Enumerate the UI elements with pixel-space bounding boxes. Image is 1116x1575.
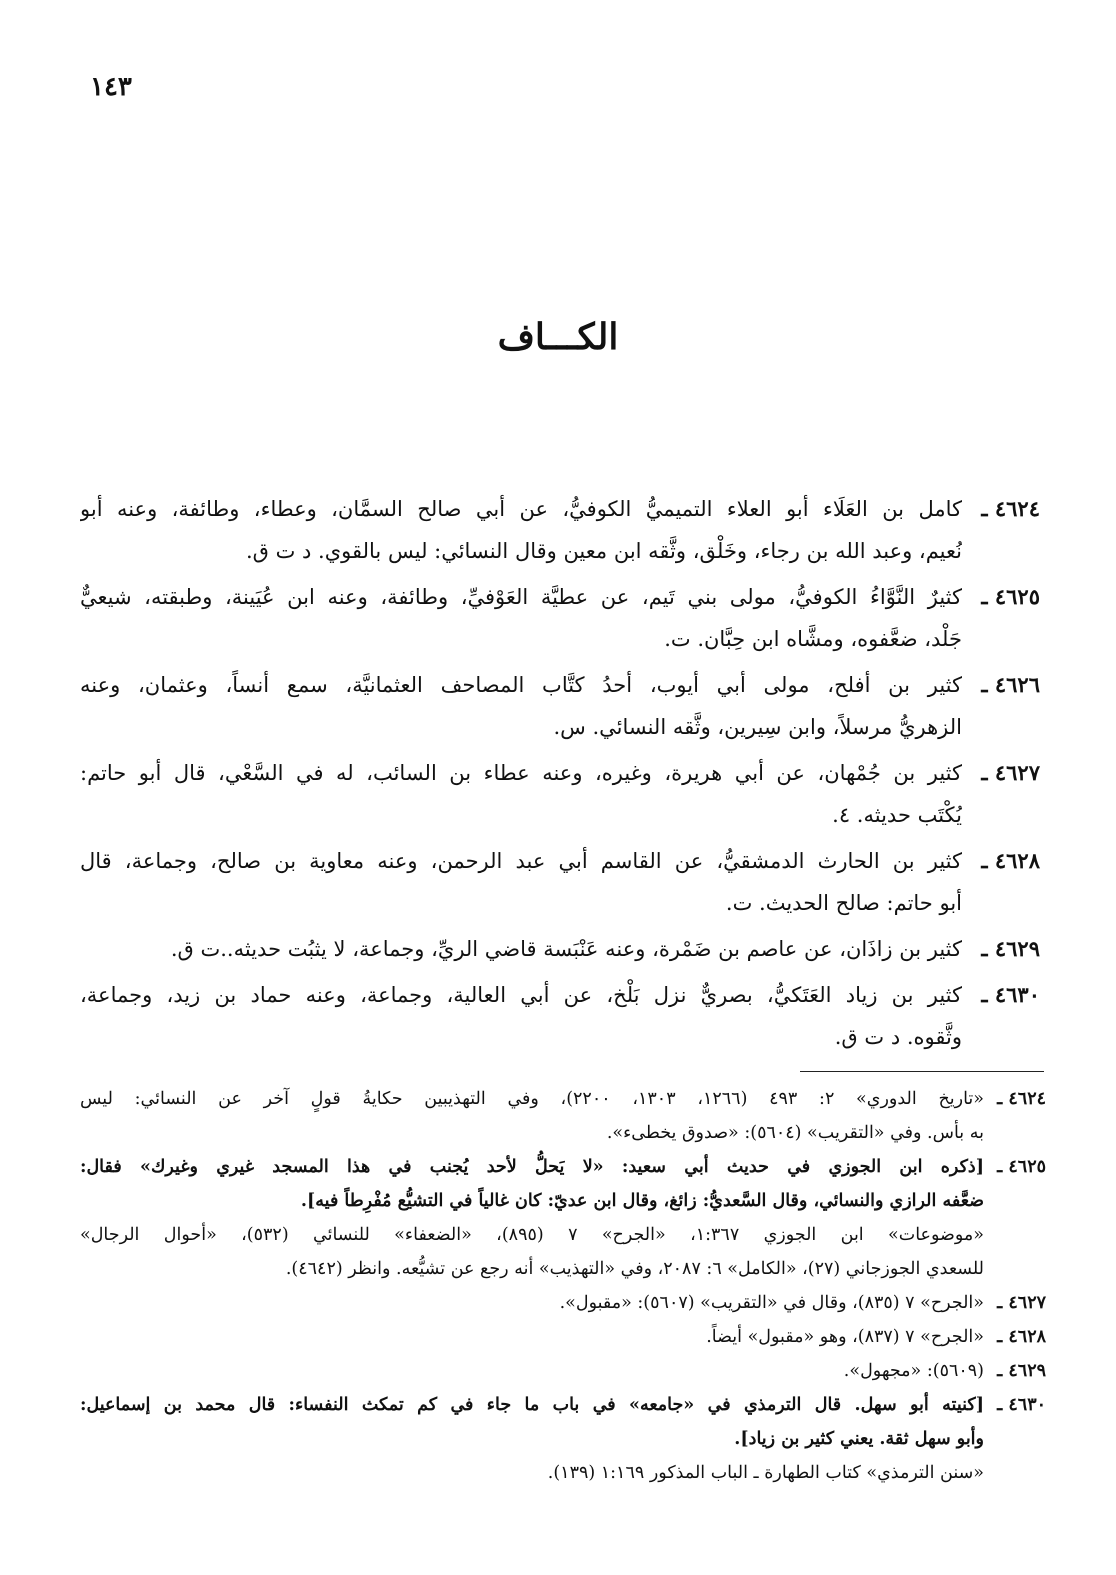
footnote-number: ٤٦٢٤ ـ bbox=[997, 1089, 1046, 1109]
footnotes bbox=[80, 1082, 1046, 1490]
footnote bbox=[80, 1388, 1046, 1490]
footnote-number: ٤٦٢٥ ـ bbox=[997, 1157, 1046, 1177]
entry-number: ٤٦٢٥ ـ bbox=[981, 584, 1040, 609]
entry-text-line: كثير بن الحارث الدمشقيُّ، عن القاسم أبي عبد الرحمن، وعنه معاوية بن صالح، وجماعة، قال bbox=[80, 849, 962, 873]
biography-entry bbox=[80, 840, 1040, 924]
biography-entry bbox=[80, 664, 1040, 748]
entry-number: ٤٦٢٤ ـ bbox=[981, 496, 1040, 521]
biography-entry bbox=[80, 928, 1040, 970]
footnote bbox=[80, 1286, 1046, 1320]
entry-text-line: جَلْد، ضعَّفوه، ومشَّاه ابن حِبَّان. ت. bbox=[664, 627, 962, 651]
entry-number: ٤٦٢٩ ـ bbox=[981, 936, 1040, 961]
footnote bbox=[80, 1150, 1046, 1286]
footnote-text-line: [كنيته أبو سهل. قال الترمذي في «جامعه» في باب ما جاء في كم تمكث النفساء: قال محمد بن إسماعيل: bbox=[80, 1395, 984, 1415]
footnote bbox=[80, 1082, 1046, 1150]
footnote-text-line: «الجرح» ٧ (٨٣٧)، وهو «مقبول» أيضاً. bbox=[706, 1327, 984, 1347]
entry-text-line: أبو حاتم: صالح الحديث. ت. bbox=[725, 891, 962, 915]
footnote-text-line: (٥٦٠٩): «مجهول». bbox=[843, 1361, 984, 1381]
biography-entry bbox=[80, 576, 1040, 660]
footnote-text-line: به بأس. وفي «التقريب» (٥٦٠٤): «صدوق يخطىء». bbox=[606, 1123, 984, 1143]
biography-entries bbox=[80, 488, 1040, 1062]
entry-text-line: كثير بن زاذَان، عن عاصم بن ضَمْرة، وعنه عَنْبَسة قاضي الريِّ، وجماعة، لا يثبُت حديثه..ت ق. bbox=[170, 937, 962, 961]
page-number: ١٤٣ bbox=[90, 72, 132, 102]
footnote-text-line: «الجرح» ٧ (٨٣٥)، وقال في «التقريب» (٥٦٠٧): «مقبول». bbox=[559, 1293, 984, 1313]
entry-text-line: وثَّقوه. د ت ق. bbox=[834, 1025, 962, 1049]
entry-number: ٤٦٢٨ ـ bbox=[981, 848, 1040, 873]
footnote bbox=[80, 1320, 1046, 1354]
entry-text-line: كثير بن جُمْهان، عن أبي هريرة، وغيره، وعنه عطاء بن السائب، له في السَّعْي، قال أبو حاتم: bbox=[80, 761, 962, 785]
entry-text-line: كثير بن زياد العَتَكيُّ، بصريٌّ نزل بَلْخ، عن أبي العالية، وجماعة، وعنه حماد بن زيد، وجماعة، bbox=[80, 983, 962, 1007]
footnote-text-line: وأبو سهل ثقة. يعني كثير بن زياد]. bbox=[734, 1429, 984, 1449]
footnote-number: ٤٦٢٨ ـ bbox=[997, 1327, 1046, 1347]
footnote-number: ٤٦٢٩ ـ bbox=[997, 1361, 1046, 1381]
footnote-text-line: [ذكره ابن الجوزي في حديث أبي سعيد: «لا يَحلُّ لأحد يُجنب في هذا المسجد غيري وغيرك» فقال: bbox=[80, 1157, 984, 1177]
entry-number: ٤٦٢٧ ـ bbox=[981, 760, 1040, 785]
footnote-number: ٤٦٣٠ ـ bbox=[997, 1395, 1046, 1415]
chapter-title: الكـــاف bbox=[497, 316, 619, 358]
footnote-separator bbox=[800, 1071, 1044, 1072]
entry-text-line: كثير بن أفلح، مولى أبي أيوب، أحدُ كتَّاب المصاحف العثمانيَّة، سمع أنساً، وعثمان، وعنه bbox=[80, 673, 962, 697]
footnote-text-line: «تاريخ الدوري» ٢: ٤٩٣ (١٢٦٦، ١٣٠٣، ٢٢٠٠)، وفي التهذيبين حكايةُ قولٍ آخر عن النسائي: ليس bbox=[80, 1089, 984, 1109]
footnote bbox=[80, 1354, 1046, 1388]
biography-entry bbox=[80, 974, 1040, 1058]
entry-text-line: كامل بن العَلَاء أبو العلاء التميميُّ الكوفيُّ، عن أبي صالح السمَّان، وعطاء، وطائفة، وعنه أبو bbox=[80, 497, 962, 521]
footnote-text-line: «سنن الترمذي» كتاب الطهارة ـ الباب المذكور ١:١٦٩ (١٣٩). bbox=[547, 1463, 984, 1483]
entry-text-line: الزهريُّ مرسلاً، وابن سِيرين، وثَّقه النسائي. س. bbox=[553, 715, 962, 739]
entry-number: ٤٦٣٠ ـ bbox=[981, 982, 1040, 1007]
footnote-text-line: ضعَّفه الرازي والنسائي، وقال السَّعديُّ: زائغ، وقال ابن عديّ: كان غالياً في التشيُّع مُفْرِطاً فيه]. bbox=[300, 1191, 984, 1211]
entry-text-line: نُعيم، وعبد الله بن رجاء، وخَلْق، وثَّقه ابن معين وقال النسائي: ليس بالقوي. د ت ق. bbox=[245, 539, 962, 563]
biography-entry bbox=[80, 488, 1040, 572]
footnote-text-line: «موضوعات» ابن الجوزي ١:٣٦٧، «الجرح» ٧ (٨٩٥)، «الضعفاء» للنسائي (٥٣٢)، «أحوال الرجال» bbox=[80, 1225, 984, 1245]
entry-number: ٤٦٢٦ ـ bbox=[981, 672, 1040, 697]
biography-entry bbox=[80, 752, 1040, 836]
entry-text-line: يُكْتَب حديثه. ٤. bbox=[832, 803, 962, 827]
footnote-number: ٤٦٢٧ ـ bbox=[997, 1293, 1046, 1313]
entry-text-line: كثيرٌ النَّوَّاءُ الكوفيُّ، مولى بني تَيم، عن عطيَّة العَوْفيِّ، وطائفة، وعنه ابن عُيَينة، وطبقته، شيعيٌّ bbox=[80, 585, 962, 609]
footnote-text-line: للسعدي الجوزجاني (٢٧)، «الكامل» ٦: ٢٠٨٧، وفي «التهذيب» أنه رجع عن تشيُّعه. وانظر (٤٦٤٢). bbox=[285, 1259, 984, 1279]
